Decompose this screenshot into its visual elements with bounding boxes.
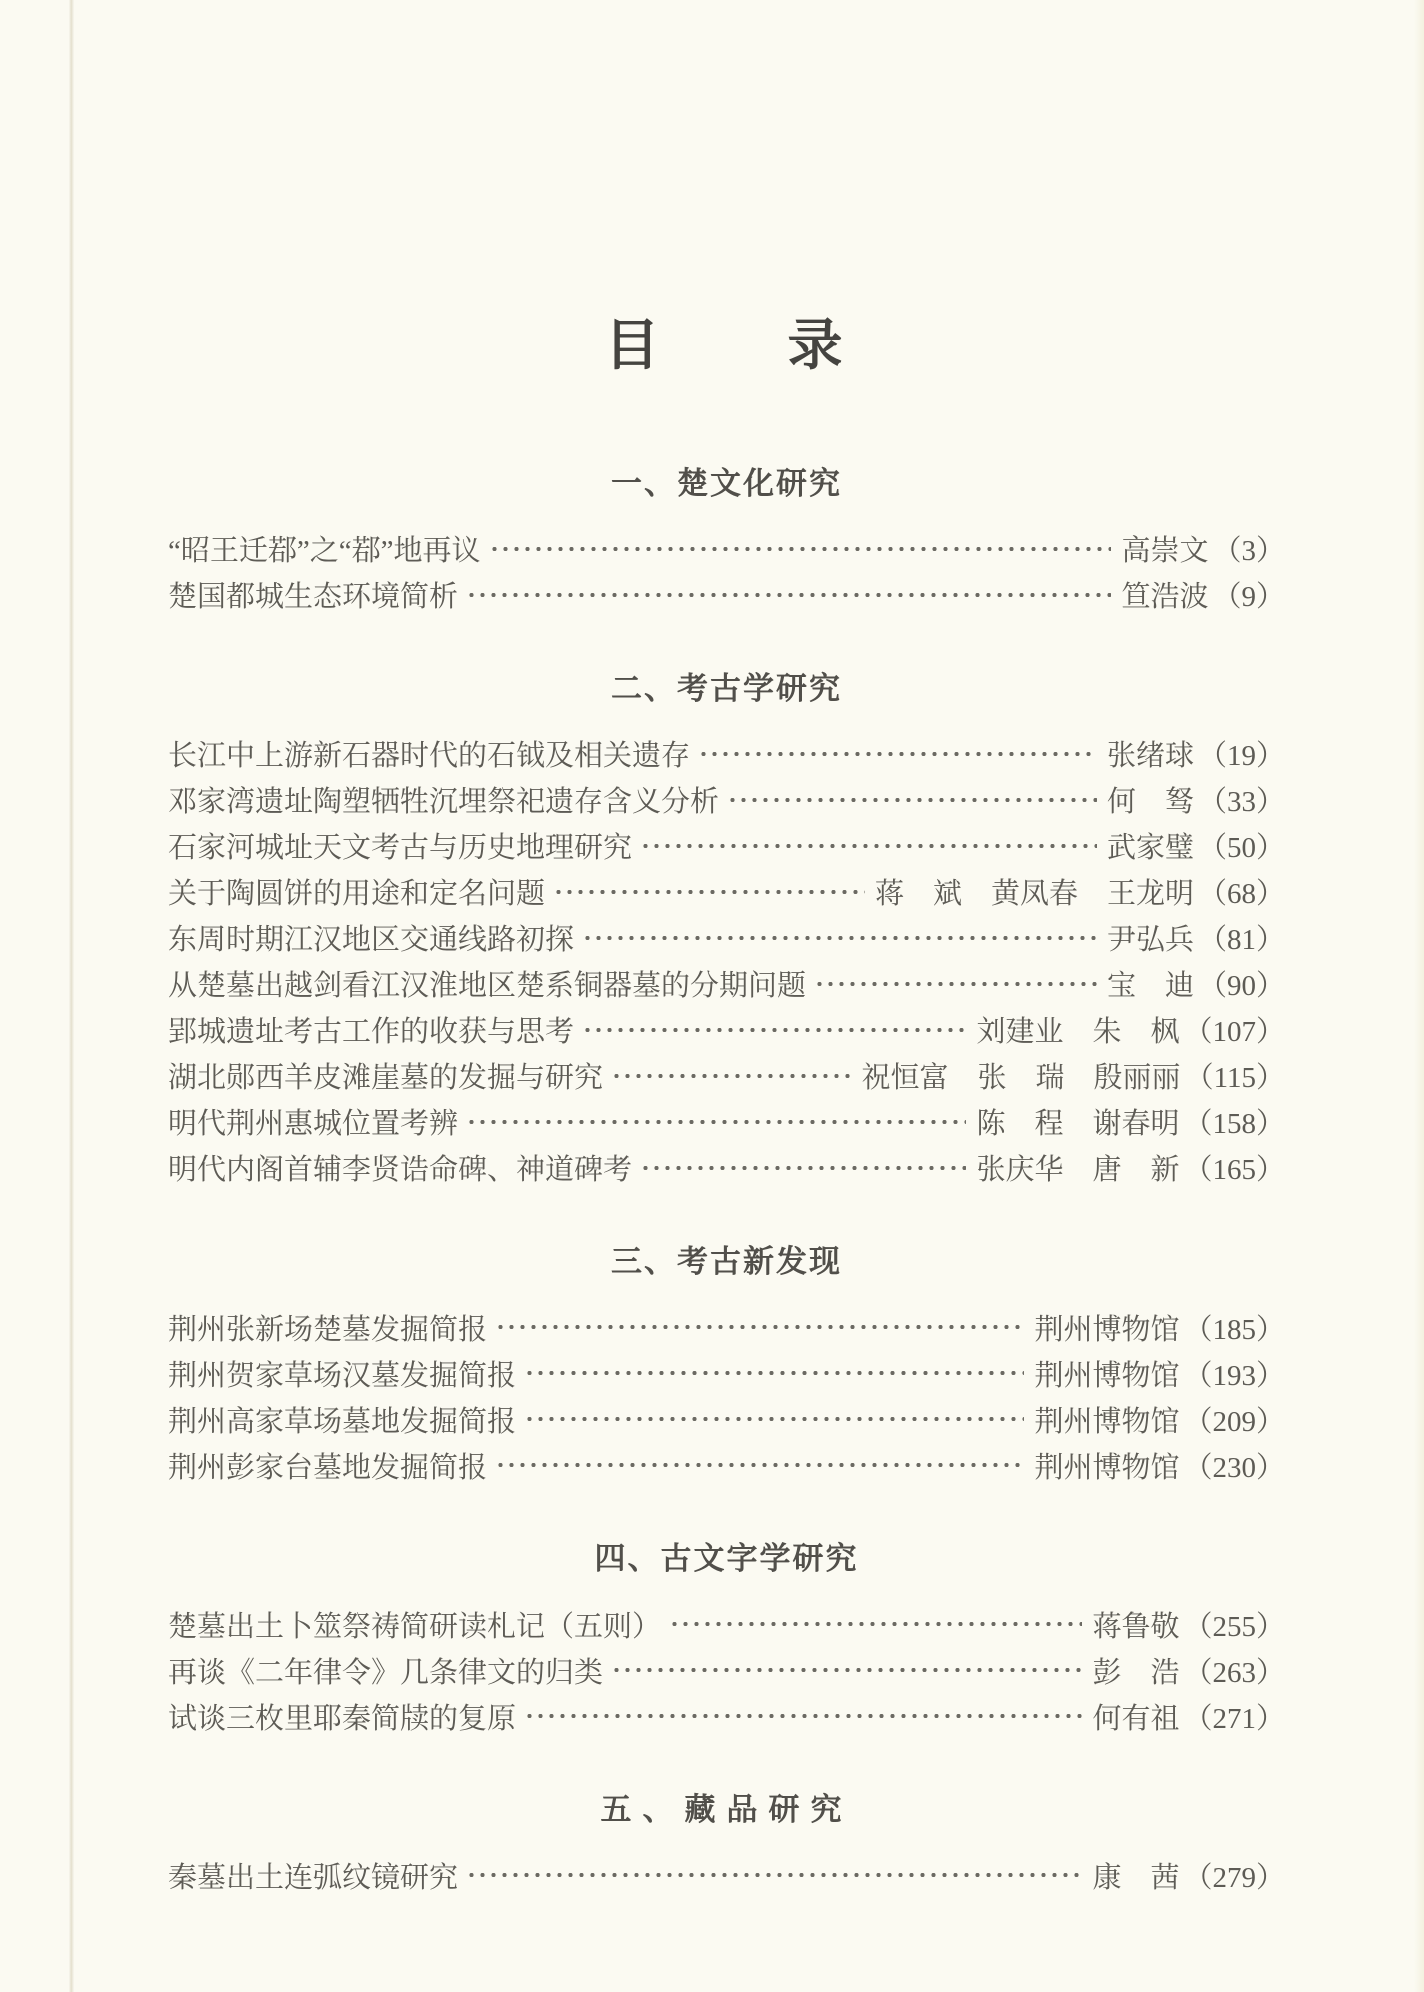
entry-authors: 彭 浩: [1092, 1656, 1180, 1689]
entry-title: 从楚墓出越剑看江汉淮地区楚系铜器墓的分期问题: [168, 970, 807, 1003]
toc-entry: [168, 961, 1285, 1007]
entry-title: 郢城遗址考古工作的收获与思考: [168, 1016, 575, 1049]
entry-page-number: （185）: [1183, 1313, 1285, 1346]
entry-authors: 武家璧: [1106, 832, 1194, 865]
toc-entry: [168, 526, 1285, 572]
entry-page-number: （165）: [1183, 1154, 1285, 1187]
dot-leader: [495, 1304, 1024, 1350]
dot-leader: [640, 1145, 966, 1191]
entry-authors: 康 茜: [1092, 1861, 1180, 1894]
dot-leader: [524, 1693, 1082, 1739]
entry-authors: 宝 迪: [1106, 970, 1194, 1003]
dot-leader: [814, 961, 1097, 1007]
entry-title: 荆州张新场楚墓发掘简报: [168, 1313, 488, 1346]
entry-title: 长江中上游新石器时代的石钺及相关遗存: [168, 740, 691, 773]
toc-entry: [168, 915, 1285, 961]
entry-page-number: （209）: [1183, 1405, 1285, 1438]
toc-entry: [168, 1852, 1285, 1898]
dot-leader: [727, 777, 1097, 823]
entry-page-number: （81）: [1197, 924, 1285, 957]
entry-authors: 荆州博物馆: [1034, 1359, 1180, 1392]
dot-leader: [611, 1053, 852, 1099]
section-2-entries: [168, 731, 1285, 1191]
entry-authors: 高崇文: [1121, 535, 1209, 568]
page-right-edge-shadow: [1414, 0, 1424, 1992]
section-3-entries: [168, 1304, 1285, 1488]
section-1-entries: [168, 526, 1285, 618]
entry-title: 东周时期江汉地区交通线路初探: [168, 924, 575, 957]
toc-entry: [168, 777, 1285, 823]
dot-leader: [640, 823, 1097, 869]
toc-entry: [168, 1601, 1285, 1647]
dot-leader: [466, 572, 1111, 618]
entry-page-number: （19）: [1197, 740, 1285, 773]
entry-title: 楚国都城生态环境简析: [168, 581, 459, 614]
toc-entry: [168, 1145, 1285, 1191]
entry-page-number: （158）: [1183, 1108, 1285, 1141]
entry-authors: 蒋 斌 黄凤春 王龙明: [874, 878, 1194, 911]
entry-title: 明代荆州惠城位置考辨: [168, 1108, 459, 1141]
entry-page-number: （50）: [1197, 832, 1285, 865]
toc-entry: [168, 1007, 1285, 1053]
entry-authors: 何 驽: [1106, 786, 1194, 819]
dot-leader: [582, 1007, 966, 1053]
entry-authors: 祝恒富 张 瑞 殷丽丽: [861, 1062, 1181, 1095]
entry-page-number: （271）: [1183, 1702, 1285, 1735]
entry-title: 再谈《二年律令》几条律文的归类: [168, 1656, 604, 1689]
toc-entry: [168, 1350, 1285, 1396]
entry-authors: 荆州博物馆: [1034, 1313, 1180, 1346]
toc-entry: [168, 572, 1285, 618]
entry-authors: 张庆华 唐 新: [976, 1154, 1180, 1187]
section-heading-4: 四、古文字学研究: [594, 1541, 859, 1577]
dot-leader: [524, 1396, 1024, 1442]
toc-entry: [168, 1053, 1285, 1099]
section-heading-1: 一、楚文化研究: [611, 465, 842, 501]
entry-title: 明代内阁首辅李贤诰命碑、神道碑考: [168, 1154, 633, 1187]
entry-page-number: （279）: [1183, 1861, 1285, 1894]
dot-leader: [669, 1601, 1082, 1647]
entry-authors: 荆州博物馆: [1034, 1405, 1180, 1438]
toc-entry: [168, 1442, 1285, 1488]
entry-title: 试谈三枚里耶秦简牍的复原: [168, 1702, 517, 1735]
entry-page-number: （107）: [1183, 1016, 1285, 1049]
section-4-entries: [168, 1601, 1285, 1739]
dot-leader: [553, 869, 865, 915]
entry-title: 石家河城址天文考古与历史地理研究: [168, 832, 633, 865]
entry-page-number: （68）: [1197, 878, 1285, 911]
toc-entry: [168, 823, 1285, 869]
entry-page-number: （3）: [1212, 535, 1285, 568]
entry-title: 荆州贺家草场汉墓发掘简报: [168, 1359, 517, 1392]
section-heading-5: 五、藏品研究: [600, 1792, 853, 1828]
dot-leader: [582, 915, 1097, 961]
entry-page-number: （33）: [1197, 786, 1285, 819]
entry-authors: 张绪球: [1106, 740, 1194, 773]
entry-title: 湖北郧西羊皮滩崖墓的发掘与研究: [168, 1062, 604, 1095]
entry-page-number: （9）: [1212, 581, 1285, 614]
section-heading-2: 二、考古学研究: [611, 670, 842, 706]
entry-page-number: （90）: [1197, 970, 1285, 1003]
entry-authors: 笪浩波: [1121, 581, 1209, 614]
page-title: 目 录: [604, 315, 849, 376]
page-left-edge-shadow: [69, 0, 74, 1992]
entry-page-number: （115）: [1184, 1062, 1285, 1095]
dot-leader: [466, 1099, 966, 1145]
toc-entry: [168, 1693, 1285, 1739]
toc-entry: [168, 731, 1285, 777]
dot-leader: [698, 731, 1097, 777]
dot-leader: [495, 1442, 1024, 1488]
entry-page-number: （263）: [1183, 1656, 1285, 1689]
entry-authors: 荆州博物馆: [1034, 1451, 1180, 1484]
toc-entry: [168, 869, 1285, 915]
toc-entry: [168, 1099, 1285, 1145]
toc-entry: [168, 1647, 1285, 1693]
entry-authors: 尹弘兵: [1106, 924, 1194, 957]
entry-title: 荆州高家草场墓地发掘简报: [168, 1405, 517, 1438]
toc-entry: [168, 1304, 1285, 1350]
dot-leader: [489, 526, 1112, 572]
toc-page: [168, 0, 1285, 1898]
dot-leader: [611, 1647, 1082, 1693]
toc-entry: [168, 1396, 1285, 1442]
section-heading-3: 三、考古新发现: [611, 1243, 842, 1279]
entry-title: 秦墓出土连弧纹镜研究: [168, 1861, 459, 1894]
entry-authors: 刘建业 朱 枫: [976, 1016, 1180, 1049]
entry-title: 楚墓出土卜筮祭祷简研读札记（五则）: [168, 1610, 662, 1643]
entry-page-number: （193）: [1183, 1359, 1285, 1392]
dot-leader: [466, 1852, 1082, 1898]
dot-leader: [524, 1350, 1024, 1396]
entry-authors: 陈 程 谢春明: [976, 1108, 1180, 1141]
entry-title: 关于陶圆饼的用途和定名问题: [168, 878, 546, 911]
entry-authors: 何有祖: [1092, 1702, 1180, 1735]
section-5-entries: [168, 1852, 1285, 1898]
entry-title: “昭王迁鄀”之“鄀”地再议: [168, 535, 481, 568]
entry-authors: 蒋鲁敬: [1092, 1610, 1180, 1643]
entry-title: 荆州彭家台墓地发掘简报: [168, 1451, 488, 1484]
entry-page-number: （255）: [1183, 1610, 1285, 1643]
entry-page-number: （230）: [1183, 1451, 1285, 1484]
entry-title: 邓家湾遗址陶塑牺牲沉埋祭祀遗存含义分析: [168, 786, 720, 819]
